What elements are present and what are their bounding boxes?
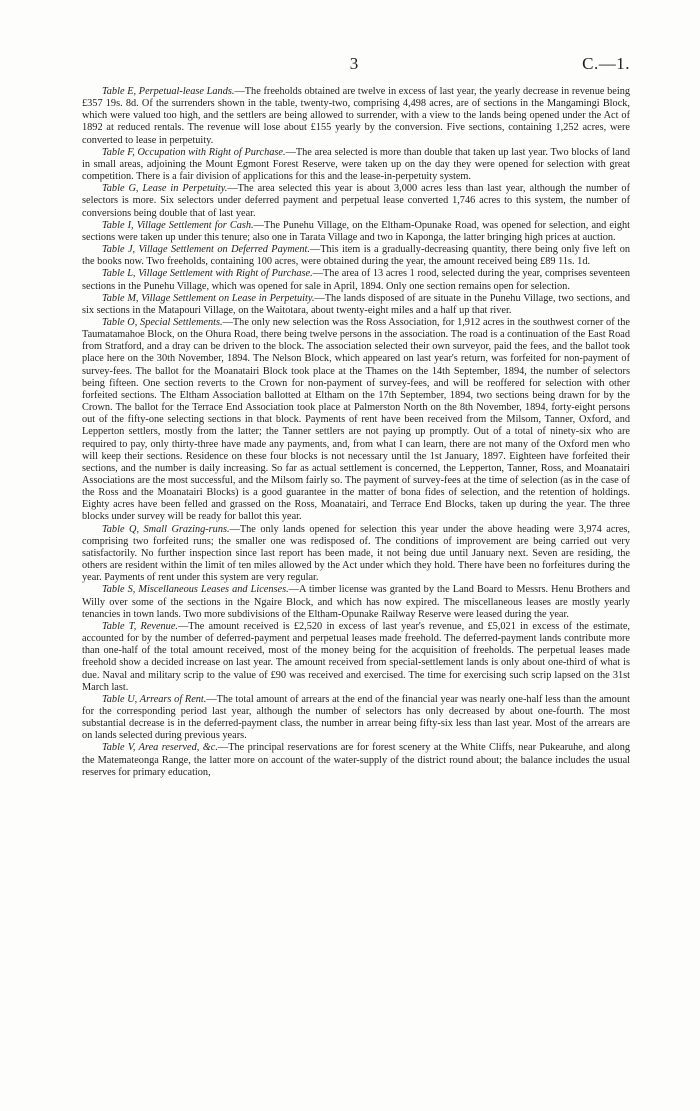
paragraph-title: Table F, Occupation with Right of Purchase.	[102, 146, 286, 158]
paragraph-title: Table I, Village Settlement for Cash.	[102, 219, 254, 231]
paragraph-text: —The total amount of arrears at the end of the financial year was nearly one-half less than the amount for the corresponding period last year, although the number of selectors has only decreased by about one-fourth. The most substantial decrease is in the deferred-payment class, the number in arrear being fifty-six less than last year. Most of the arrears are on lands selected during previous years.	[82, 693, 630, 742]
paragraph-text: —A timber license was granted by the Land Board to Messrs. Henu Brothers and Willy over some of the sections in the Ngaire Block, and which has now expired. The miscellaneous leases are mostly yearly tenancies in town lands. Two more subdivisions of the Eltham-Opunake Railway Reserve were leased during the year.	[82, 584, 630, 620]
page-header	[80, 54, 628, 74]
paragraph-table-v	[82, 742, 630, 778]
paragraph-text: —The freeholds obtained are twelve in excess of last year, the yearly decrease in revenue being £357 19s. 8d. Of the surrenders shown in the table, twenty-two, comprising 4,498 acres, are of sections in the Mangamingi Block, which were valued too high, and the settlers are being allowed to surrender, with a view to the lands being opened under the Act of 1892 at reduced rentals. The revenue will lose about £155 yearly by the conversion. Five sections, containing 1,252 acres, were converted to lease in perpetuity.	[82, 86, 630, 146]
paragraph-title: Table J, Village Settlement on Deferred Payment.	[102, 244, 310, 256]
paragraph-text: —The area selected is more than double that taken up last year. Two blocks of land in small areas, adjoining the Mount Egmont Forest Reserve, were taken up on the day they were opened for selection with great competition. There is a fair division of applications for this and the lease-in-perpetuity system.	[82, 146, 630, 183]
paragraph-title: Table U, Arrears of Rent.	[102, 693, 207, 705]
paragraph-text: —The area of 13 acres 1 rood, selected during the year, comprises seventeen sections in the Punehu Village, which was opened for sale in April, 1894. Only one section remains open for selection.	[82, 268, 630, 292]
paragraph-table-g	[82, 183, 630, 219]
paragraph-title: Table Q, Small Grazing-runs.	[102, 523, 230, 535]
paragraph-text: —The area selected this year is about 3,000 acres less than last year, although the number of selectors is more. Six selectors under deferred payment and perpetual lease converted 1,746 acres to this system, the number of conversions being double that of last year.	[82, 183, 630, 219]
paragraph-table-f	[82, 147, 630, 183]
paragraph-text: —The principal reservations are for forest scenery at the White Cliffs, near Pukearuhe, and along the Matemateonga Range, the latter more on account of the water-supply of the district round about; the balance includes the usual reserves for primary education,	[82, 742, 630, 778]
paragraph-text: —This item is a gradually-decreasing quantity, there being only five left on the books now. Two freeholds, containing 100 acres, were obtained during the year, the amount received being £89 11s. 1d.	[82, 244, 630, 268]
paragraph-title: Table L, Village Settlement with Right of Purchase.	[102, 268, 313, 280]
paragraph-table-l	[82, 268, 630, 292]
paragraph-title: Table O, Special Settlements.	[102, 316, 223, 328]
paragraph-text: —The only lands opened for selection this year under the above heading were 3,974 acres, comprising two forfeited runs; the smaller one was redisposed of. The conditions of improvement are being carried out very satisfactorily. No further inspection since last report has been made, it not being due until January next. Seven are residing, the others are resident within the limit of ten miles allowed by the Act under which they hold. There have been no forfeitures during the year. Payments of rent under this system are very regular.	[82, 523, 630, 584]
paragraph-table-t	[82, 621, 630, 694]
paragraph-text: —The Punehu Village, on the Eltham-Opunake Road, was opened for selection, and eight sections were taken up under this tenure; also one in Tarata Village and two in Kaponga, the latter bringing high prices at auction.	[82, 219, 630, 243]
paragraph-table-u	[82, 694, 630, 743]
paragraph-table-m	[82, 293, 630, 317]
paragraph-table-q	[82, 524, 630, 585]
paragraph-title: Table G, Lease in Perpetuity.	[102, 183, 228, 195]
paragraph-text: —The only new selection was the Ross Association, for 1,912 acres in the southwest corner of the Taumatamahoe Block, on the Ohura Road, there being twelve persons in the association. The road is a continuation of the East Road from Stratford, and a dray can be driven to the block. The association selected their own surveyor, paid the fees, and the ballot took place here on the 30th November, 1894. The Nelson Block, which appeared on last year's return, was forfeited for non-payment of survey-fees. The ballot for the Moanatairi Block took place at the Thames on the 14th September, 1894, the number of selectors being fifteen. One section reverts to the Crown for non-payment of survey-fees, and will be reoffered for selection with other forfeited sections. The Eltham Association ballotted at Eltham on the 17th September, 1894, two sections being drawn for by the Crown. The ballot for the Terrace End Association took place at Palmerston North on the 8th November, 1894, forty-eight persons out of the fifty-one selecting sections in that block. Payments of rent have been received from the Milsom, Tanner, Oxford, and Lepperton settlers, mostly from the latter; the Tanner settlers are not paying up promptly. Out of a total of ninety-six who are required to pay, only thirty-three have made any payments, and, from what I can learn, there are not many of the Oxford men who will keep their sections. Residence on these four blocks is not necessary until the 1st January, 1897. Eighteen have forfeited their sections, and the number is daily increasing. So far as actual settlement is concerned, the Lepperton, Tanner, Ross, and Moanatairi Associations are the most successful, and the Milsom fairly so. The payment of survey-fees at the time of selection (as in the case of the Ross and the Moanatairi Blocks) is a good guarantee in the matter of bona fides of selection, and the retention of holdings. Eighty acres have been felled and grassed on the Ross, Moanatairi, and Terrace End Blocks, taken up during the year. The three blocks under survey will be ready for ballot this year.	[82, 316, 630, 523]
paragraph-table-j	[82, 244, 630, 268]
paragraph-table-i	[82, 220, 630, 244]
report-body	[82, 86, 630, 779]
paragraph-title: Table V, Area reserved, &c.	[102, 742, 218, 754]
paragraph-text: —The lands disposed of are situate in the Punehu Village, two sections, and six sections in the Matapouri Village, on the Waitotara, about twenty-eight miles and a half up that river.	[82, 292, 630, 316]
paragraph-table-o	[82, 317, 630, 524]
page-number: 3	[349, 54, 359, 73]
paragraph-title: Table S, Miscellaneous Leases and Licenses.	[102, 584, 289, 596]
paragraph-table-s	[82, 584, 630, 620]
paragraph-text: —The amount received is £2,520 in excess of last year's revenue, and £5,021 in excess of the estimate, accounted for by the number of deferred-payment and perpetual leases made freehold. The deferred-payment lands contribute more than one-half of the total amount received, most of the money being for the acquisition of freeholds. The perpetual leases made freehold show a decided increase on last year. The amount received from special-settlement lands is only about one-third of what is due. Naval and military scrip to the value of £90 was received and exercised. The time for exercising such scrip lapsed on the 31st March last.	[82, 620, 630, 693]
section-code: C.—1.	[582, 54, 630, 73]
paragraph-table-e	[82, 86, 630, 147]
paragraph-title: Table T, Revenue.	[102, 620, 178, 632]
paragraph-title: Table E, Perpetual-lease Lands.	[102, 86, 235, 97]
paragraph-title: Table M, Village Settlement on Lease in Perpetuity.	[102, 292, 315, 304]
